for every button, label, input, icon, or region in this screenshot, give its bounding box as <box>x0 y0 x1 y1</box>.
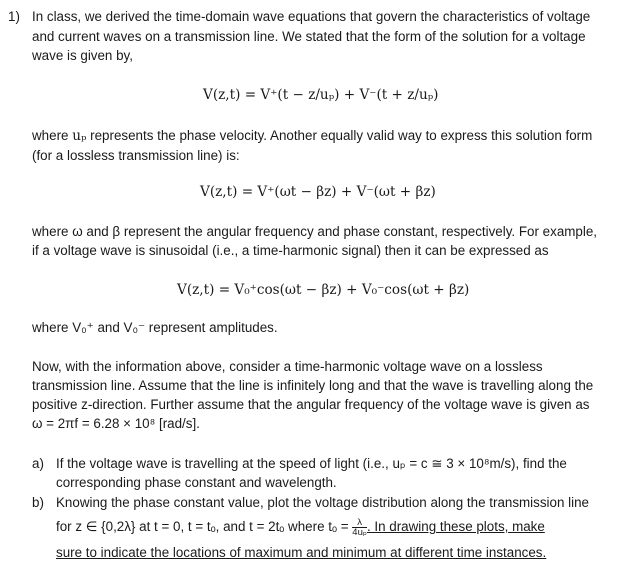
amplitudes-text: where V₀⁺ and V₀⁻ represent amplitudes. <box>32 320 278 335</box>
intro-line-3: wave is given by, <box>32 48 133 63</box>
setup-line-2: transmission line. Assume that the line is infinitely long and that the wave is travelling along the <box>32 378 594 393</box>
t0-fraction-numerator: λ <box>352 518 367 528</box>
setup-line-3: positive z-direction. Further assume that the angular frequency of the voltage wave is given as <box>32 397 590 412</box>
problem-number: 1) <box>8 9 20 24</box>
part-b-line-2-post: . In drawing these plots, make <box>366 519 545 534</box>
t0-fraction <box>352 518 367 537</box>
phase-velocity-pre: where <box>32 128 73 143</box>
omega-beta-line-1: where ω and β represent the angular frequency and phase constant, respectively. For example, <box>32 224 598 239</box>
equation-time-harmonic: V(z,t) = V₀⁺cos(ωt − βz) + V₀⁻cos(ωt + βz) <box>177 282 470 298</box>
equation-omega-beta: V(z,t) = V⁺(ωt − βz) + V⁻(ωt + βz) <box>200 184 436 200</box>
phase-velocity-symbol: uₚ <box>72 128 87 144</box>
phase-velocity-post: represents the phase velocity. Another equally valid way to express this solution form <box>86 128 593 143</box>
setup-line-1: Now, with the information above, consider a time-harmonic voltage wave on a lossless <box>32 359 543 374</box>
part-b-label: b) <box>32 495 44 510</box>
part-b-line-2 <box>56 517 545 537</box>
part-a-line-2: corresponding phase constant and wavelength. <box>56 475 337 490</box>
phase-velocity-line-1 <box>32 126 592 146</box>
phase-velocity-line-2: (for a lossless transmission line) is: <box>32 148 240 163</box>
equation-general-solution: V(z,t) = V⁺(t − z/uₚ) + V⁻(t + z/uₚ) <box>203 87 439 103</box>
part-b-line-2-pre: for z ∈ {0,2λ} at t = 0, t = tₒ, and t = 2tₒ where tₒ = <box>56 519 353 534</box>
setup-line-4: ω = 2πf = 6.28 × 10⁸ [rad/s]. <box>32 416 200 431</box>
part-b-line-1: Knowing the phase constant value, plot the voltage distribution along the transmission line <box>56 495 589 510</box>
t0-fraction-denominator: 4uₚ <box>352 526 367 538</box>
intro-line-1: In class, we derived the time-domain wave equations that govern the characteristics of voltage <box>32 9 591 24</box>
part-a-label: a) <box>32 456 44 471</box>
intro-line-2: and current waves on a transmission line. We stated that the form of the solution for a voltage <box>32 29 586 44</box>
omega-beta-line-2: if a voltage wave is sinusoidal (i.e., a time-harmonic signal) then it can be expressed as <box>32 243 549 258</box>
part-b-line-3: sure to indicate the locations of maximum and minimum at different time instances. <box>56 545 547 560</box>
part-a-line-1: If the voltage wave is travelling at the speed of light (i.e., uₚ = c ≅ 3 × 10⁸m/s), find the <box>56 456 567 471</box>
